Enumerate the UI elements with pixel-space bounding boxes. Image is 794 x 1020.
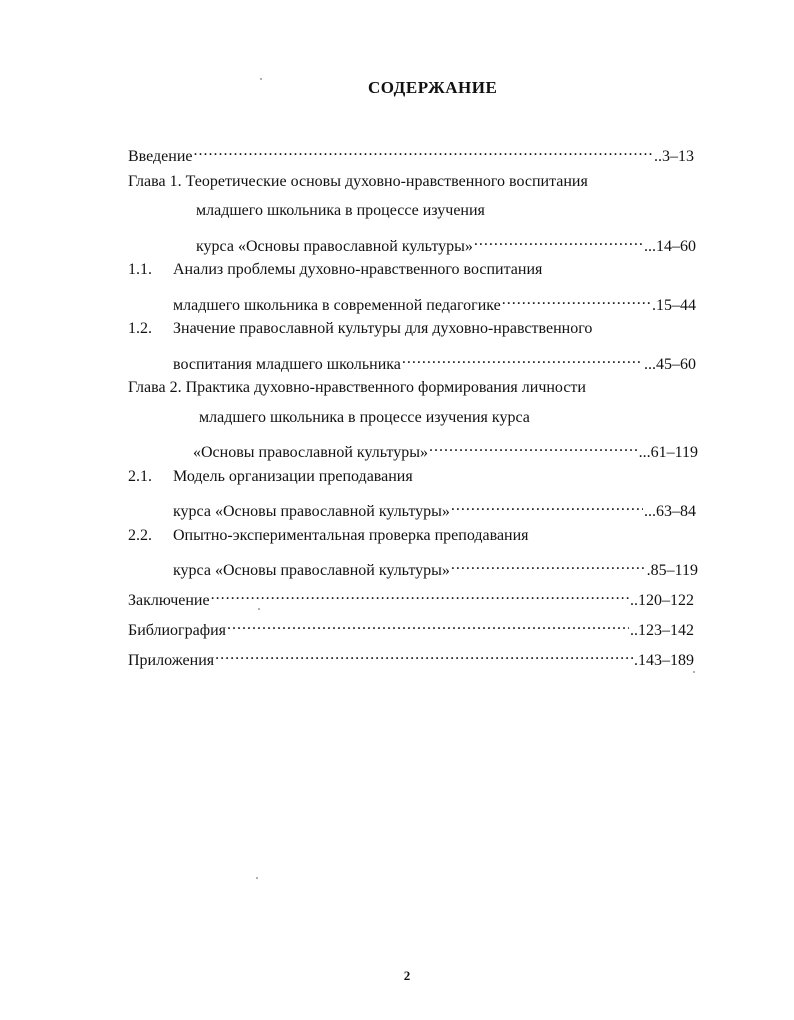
toc-section-number: 1.2. — [128, 320, 152, 337]
toc-section-1-1-line1[interactable]: Анализ проблемы духовно-нравственного воспитания — [173, 261, 543, 278]
toc-label: воспитания младшего школьника — [173, 356, 401, 373]
toc-section-1-1-line2 — [173, 290, 696, 316]
toc-label: курса «Основы православной культуры» — [173, 562, 450, 579]
page-number: 2 — [403, 968, 411, 983]
toc-section-2-2-line1[interactable]: Опытно-экспериментальная проверка преподавания — [173, 527, 529, 544]
toc-section-number: 2.1. — [128, 468, 152, 485]
toc-pages: ..3–13 — [654, 148, 694, 165]
toc-label: Приложения — [128, 652, 215, 669]
toc-pages: ..120–122 — [630, 592, 694, 609]
dot-leader — [211, 585, 629, 605]
scan-speck — [256, 877, 258, 879]
toc-label: младшего школьника в современной педагогике — [173, 297, 501, 314]
toc-pages: .143–189 — [634, 652, 694, 669]
toc-section-number: 1.1. — [128, 261, 152, 278]
dot-leader — [451, 496, 643, 516]
toc-entry-intro[interactable] — [128, 141, 694, 167]
toc-section-2-1-line1[interactable]: Модель организации преподавания — [173, 468, 413, 485]
toc-label: курса «Основы православной культуры» — [196, 238, 473, 255]
toc-pages: .85–119 — [646, 562, 698, 579]
toc-pages: .15–44 — [652, 297, 696, 314]
toc-chapter-1-line3 — [196, 231, 696, 257]
toc-section-2-1-line2 — [173, 496, 696, 522]
scan-speck — [258, 608, 260, 610]
dot-leader — [402, 349, 643, 369]
dot-leader — [429, 437, 638, 457]
toc-label: Библиография — [128, 622, 226, 639]
toc-section-1-2-line2 — [173, 349, 696, 375]
toc-pages: ...45–60 — [644, 356, 696, 373]
page-title: СОДЕРЖАНИЕ — [368, 78, 498, 97]
toc-chapter-2-line3 — [193, 437, 698, 463]
toc-section-2-2-line2 — [173, 555, 698, 581]
toc-label: Заключение — [128, 592, 210, 609]
toc-label: Введение — [128, 148, 193, 165]
toc-section-1-2-line1[interactable]: Значение православной культуры для духовно-нравственного — [173, 320, 593, 337]
toc-entry-appendix[interactable] — [128, 645, 694, 671]
dot-leader — [215, 645, 633, 665]
toc-pages: ..123–142 — [630, 622, 694, 639]
toc-label: курса «Основы православной культуры» — [173, 503, 450, 520]
dot-leader — [227, 615, 629, 635]
toc-section-number: 2.2. — [128, 527, 152, 544]
dot-leader — [502, 290, 651, 310]
dot-leader — [474, 231, 643, 251]
dot-leader — [194, 141, 654, 161]
toc-chapter-2-line2: младшего школьника в процессе изучения курса — [199, 409, 530, 426]
toc-chapter-1-line1[interactable]: Глава 1. Теоретические основы духовно-нравственного воспитания — [128, 173, 588, 190]
scan-speck — [693, 671, 695, 673]
toc-label: «Основы православной культуры» — [193, 444, 428, 461]
toc-pages: ...61–119 — [638, 444, 698, 461]
toc-entry-bibliography[interactable] — [128, 615, 694, 641]
toc-entry-conclusion[interactable] — [128, 585, 694, 611]
dot-leader — [451, 555, 646, 575]
toc-pages: ...14–60 — [644, 238, 696, 255]
toc-chapter-1-line2: младшего школьника в процессе изучения — [196, 202, 485, 219]
scan-speck — [260, 78, 262, 80]
toc-pages: ...63–84 — [644, 503, 696, 520]
toc-chapter-2-line1[interactable]: Глава 2. Практика духовно-нравственного формирования личности — [128, 379, 586, 396]
